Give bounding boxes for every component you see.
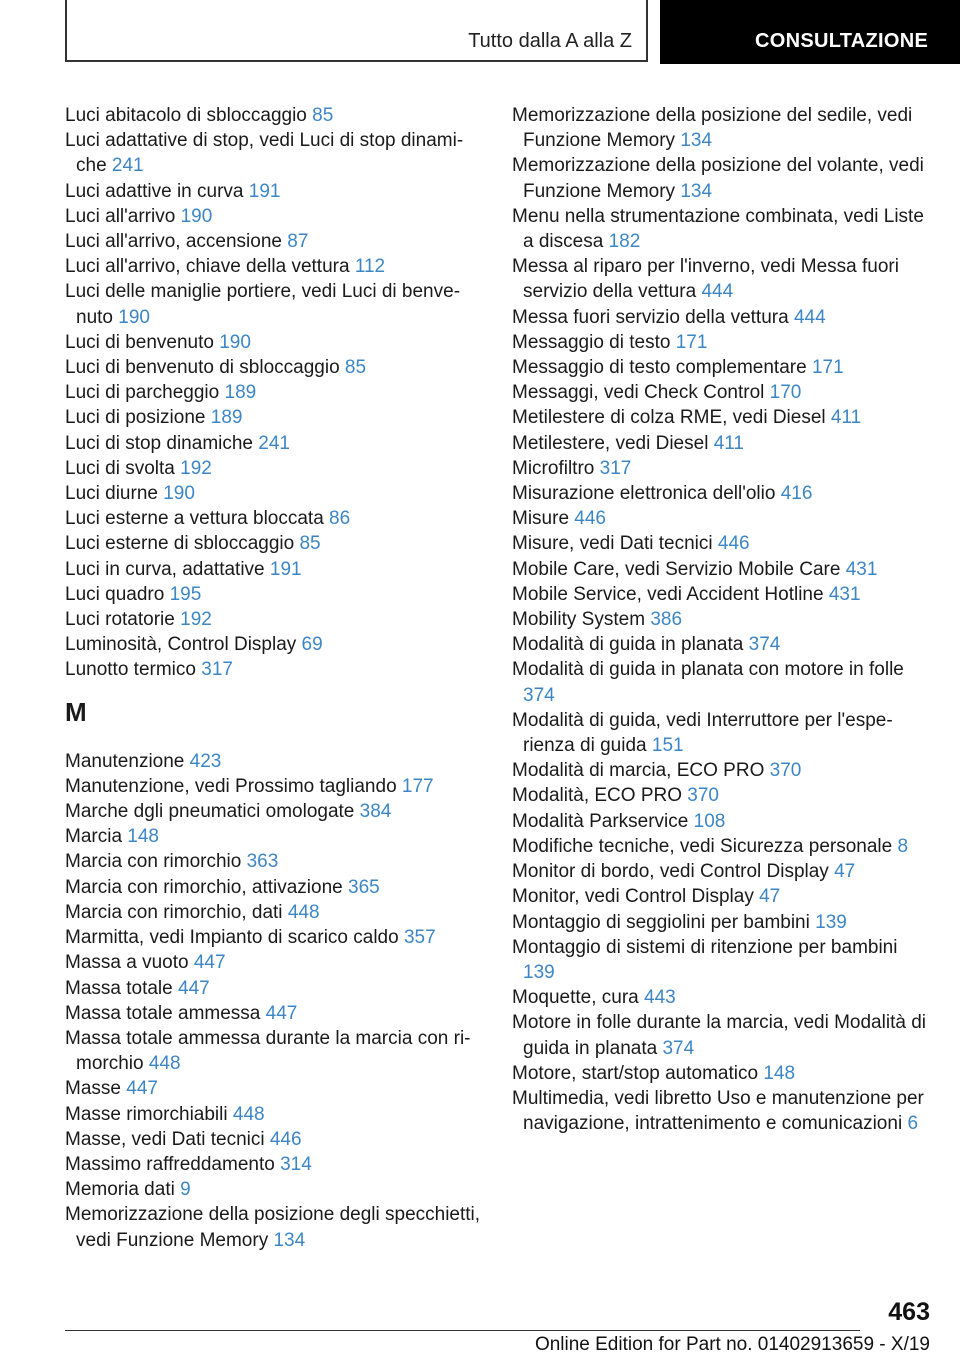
index-entry-text: Marcia [65,826,123,848]
index-entry-text: Modalità Parkservice [512,810,689,832]
index-entry [65,875,485,900]
index-entry-text: Luci adattative di stop, vedi Luci di stop dinamiche [65,130,464,177]
index-entry [512,657,932,707]
index-entry [65,582,485,607]
index-entry-text: Massa totale [65,977,173,999]
index-entry [65,330,485,355]
index-entry [65,179,485,204]
index-entry-text: Luci all'arrivo, accensione [65,231,282,253]
page-reference-link[interactable]: 447 [193,952,226,974]
page-reference-link[interactable]: 365 [348,876,380,898]
page-reference-link[interactable]: 148 [127,826,159,848]
page-reference-link[interactable]: 448 [232,1103,265,1125]
page-reference-link[interactable]: 447 [126,1078,158,1100]
page-reference-link[interactable]: 384 [359,801,392,823]
index-entry-text: Manutenzione [65,750,185,772]
index-entry-text: Luci esterne di sbloccaggio [65,533,295,555]
index-entry [65,657,485,682]
index-entry-text: Memorizzazione della posizione degli specchietti, vedi Funzione Memory [65,1204,481,1251]
index-entry [512,1086,932,1136]
index-entry [512,405,932,430]
index-entry-text: Luci delle maniglie portiere, vedi Luci di benvenuto [65,281,461,328]
index-entry-text: Menu nella strumentazione combinata, vedi Liste a discesa [512,205,924,253]
page-reference-link[interactable]: 448 [148,1053,181,1075]
page-reference-link[interactable]: 47 [834,861,856,883]
index-entry-text: Massa totale ammessa durante la marcia con rimorchio [65,1027,471,1075]
index-entry-text: Modalità di guida in planata con motore in folle [512,659,904,681]
index-entry [65,431,485,456]
index-entry-text: Montaggio di sistemi di ritenzione per bambini [512,936,898,958]
index-entry-text: Monitor, vedi Control Display [512,886,754,908]
page-reference-link[interactable]: 190 [219,331,251,353]
index-entry [512,809,932,834]
index-entry [512,431,932,456]
index-entry-text: Modalità di guida in planata [512,634,744,656]
index-entry [512,254,932,304]
page-reference-link[interactable]: 416 [780,483,813,505]
page-reference-link[interactable]: 386 [650,609,683,631]
index-entry-text: Luci esterne a vettura bloccata [65,508,324,530]
index-entry [65,1177,485,1202]
page-reference-link[interactable]: 446 [717,533,750,555]
page-reference-link[interactable]: 170 [769,382,802,404]
index-entry [65,1202,485,1252]
index-entry [65,1026,485,1076]
index-entry [512,758,932,783]
index-entry [512,103,932,153]
index-entry [512,380,932,405]
index-entry [512,834,932,859]
index-entry [65,405,485,430]
index-entry [65,254,485,279]
chapter-title: Tutto dalla A alla Z [468,30,632,52]
page-reference-link[interactable]: 241 [111,155,144,177]
index-entry [65,824,485,849]
index-entry-text: Motore, start/stop automatico [512,1062,759,1084]
page-reference-link[interactable]: 134 [273,1229,306,1251]
index-entry-text: Memoria dati [65,1179,175,1201]
index-entry-text: Luci abitacolo di sbloccaggio [65,105,307,126]
index-entry [65,1102,485,1127]
index-entry [65,632,485,657]
page-reference-link[interactable]: 190 [118,306,150,328]
page-reference-link[interactable]: 370 [687,785,719,807]
page-reference-link[interactable]: 151 [651,735,684,757]
index-entry-text: Marche dgli pneumatici omologate [65,801,355,823]
index-entry [65,849,485,874]
index-entry-text: Messa fuori servizio della vettura [512,306,789,328]
page-reference-link[interactable]: 87 [287,231,309,253]
page-reference-link[interactable]: 446 [574,508,606,530]
index-entry-text: Marcia con rimorchio, dati [65,901,283,923]
page-reference-link[interactable]: 317 [201,659,233,681]
index-entry [65,481,485,506]
index-entry-text: Modalità, ECO PRO [512,785,682,807]
page-reference-link[interactable]: 192 [180,609,212,631]
index-entry [65,950,485,975]
header-chapter-box [65,0,648,62]
index-entry-text: Luci di benvenuto [65,331,214,353]
index-entry [65,1152,485,1177]
index-entry-text: Metilestere, vedi Diesel [512,432,709,454]
index-entry [512,1061,932,1086]
index-entry-text: Masse, vedi Dati tecnici [65,1128,265,1150]
page-reference-link[interactable]: 444 [701,281,734,303]
page-reference-link[interactable]: 112 [354,256,386,278]
index-entry [65,279,485,329]
page-reference-link[interactable]: 446 [269,1128,302,1150]
page-reference-link[interactable]: 8 [897,835,909,857]
page-reference-link[interactable]: 47 [759,886,781,908]
index-entry-text: Moquette, cura [512,987,639,1009]
index-entry-text: Messaggio di testo [512,331,671,353]
page-reference-link[interactable]: 86 [329,508,351,530]
index-entry [512,481,932,506]
index-entry-text: Multimedia, vedi libretto Uso e manutenzione per navigazione, intrattenimento e comunicazioni [512,1087,924,1135]
page-reference-link[interactable]: 447 [178,977,210,999]
index-entry [512,910,932,935]
index-letter-heading: M [65,696,87,727]
index-entry [65,557,485,582]
page-reference-link[interactable]: 171 [675,331,708,353]
footer-divider [65,1330,860,1331]
index-entry-text: Messa al riparo per l'inverno, vedi Messa fuori servizio della vettura [512,256,899,303]
page-reference-link[interactable]: 192 [180,457,212,479]
page-reference-link[interactable]: 423 [189,750,222,772]
index-entry-text: Luci all'arrivo [65,205,176,227]
page-reference-link[interactable]: 6 [907,1113,919,1135]
index-entry-text: Modalità di marcia, ECO PRO [512,760,765,782]
index-entry-text: Massa a vuoto [65,952,189,974]
index-entry-text: Mobile Service, vedi Accident Hotline [512,583,824,605]
index-entry [512,985,932,1010]
page-reference-link[interactable]: 108 [693,810,726,832]
page-reference-link[interactable]: 195 [169,583,202,605]
page-reference-link[interactable]: 190 [180,205,213,227]
index-entry-text: Microfiltro [512,457,595,479]
index-entry [512,456,932,481]
page-reference-link[interactable]: 85 [312,105,334,126]
index-entry [65,456,485,481]
index-entry [512,305,932,330]
index-entry [65,799,485,824]
index-entry-text: Monitor di bordo, vedi Control Display [512,861,829,883]
page-reference-link[interactable]: 448 [287,901,320,923]
page-reference-link[interactable]: 374 [523,684,555,706]
page-reference-link[interactable]: 370 [769,760,802,782]
page-reference-link[interactable]: 9 [180,1179,191,1201]
page-reference-link[interactable]: 189 [210,407,243,429]
index-entry-text: Motore in folle durante la marcia, vedi Modalità di guida in planata [512,1012,926,1059]
index-entry-text: Memorizzazione della posizione del sedile, vedi Funzione Memory [512,105,913,152]
index-entry-text: Luci adattive in curva [65,180,244,202]
page-reference-link[interactable]: 374 [748,634,781,656]
page-reference-link[interactable]: 85 [299,533,321,555]
index-entry-text: Luci quadro [65,583,165,605]
index-entry-text: Modalità di guida, vedi Interruttore per l'esperienza di guida [512,709,893,757]
index-entry [65,1001,485,1026]
index-entry [512,935,932,985]
index-entry-text: Mobile Care, vedi Servizio Mobile Care [512,558,841,580]
index-entry-text: Messaggio di testo complementare [512,357,807,379]
index-entry-text: Massa totale ammessa [65,1002,261,1024]
index-entry-text: Mobility System [512,609,646,631]
page-reference-link[interactable]: 171 [811,357,844,379]
page-reference-link[interactable]: 189 [224,382,257,404]
index-entry [65,1127,485,1152]
index-entry-text: Luci rotatorie [65,609,175,631]
index-entry [512,632,932,657]
page-reference-link[interactable]: 411 [713,432,744,454]
index-entry-text: Luci di parcheggio [65,382,220,404]
index-entry [512,204,932,254]
index-entry [512,355,932,380]
page-reference-link[interactable]: 443 [644,987,676,1009]
page-reference-link[interactable]: 241 [258,432,290,454]
page-reference-link[interactable]: 134 [680,180,713,202]
index-entry [65,128,485,178]
index-entry-text: Marcia con rimorchio, attivazione [65,876,343,898]
index-entry-text: Luci di stop dinamiche [65,432,253,454]
page-reference-link[interactable]: 177 [401,775,434,797]
index-entry-text: Luci diurne [65,483,158,505]
index-entry [512,582,932,607]
index-entry-text: Luci all'arrivo, chiave della vettura [65,256,350,278]
page-reference-link[interactable]: 314 [280,1153,312,1175]
index-entry-text: Luci di benvenuto di sbloccaggio [65,357,340,379]
index-entry-text: Marcia con rimorchio [65,851,242,873]
page-reference-link[interactable]: 191 [269,558,302,580]
page-number: 463 [888,1298,930,1326]
index-entry [512,506,932,531]
section-tab [660,0,960,64]
page-reference-link[interactable]: 431 [845,558,878,580]
index-column-left [65,103,485,1253]
page-reference-link[interactable]: 411 [830,407,862,429]
index-entry-text: Marmitta, vedi Impianto di scarico caldo [65,927,399,949]
index-entry [65,607,485,632]
index-entry [65,355,485,380]
index-entry-text: Lunotto termico [65,659,196,681]
index-entry-text: Memorizzazione della posizione del volante, vedi Funzione Memory [512,155,924,202]
index-entry [65,531,485,556]
page-reference-link[interactable]: 431 [828,583,861,605]
index-entry-text: Luci di svolta [65,457,175,479]
index-column-right [512,103,932,1136]
page-reference-link[interactable]: 182 [608,231,641,253]
index-entry [65,925,485,950]
index-entry [65,229,485,254]
index-entry-text: Modifiche tecniche, vedi Sicurezza personale [512,835,893,857]
index-entry-text: Misure [512,508,570,530]
page-reference-link[interactable]: 134 [680,130,713,152]
page-reference-link[interactable]: 363 [246,851,279,873]
index-entry-text: Montaggio di seggiolini per bambini [512,911,810,933]
page-reference-link[interactable]: 357 [403,927,436,949]
index-entry [65,976,485,1001]
index-entry [512,607,932,632]
index-entry [65,900,485,925]
page-reference-link[interactable]: 85 [344,357,367,379]
section-label: CONSULTAZIONE [755,30,929,52]
index-entry [512,531,932,556]
index-entry [65,774,485,799]
index-entry-text: Masse rimorchiabili [65,1103,228,1125]
index-entry-text: Luci di posizione [65,407,206,429]
index-entry [65,749,485,774]
index-entry [65,204,485,229]
index-entry-text: Masse [65,1078,121,1100]
page-reference-link[interactable]: 139 [523,961,555,983]
index-entry [65,380,485,405]
page-reference-link[interactable]: 374 [662,1037,695,1059]
page-reference-link[interactable]: 317 [599,457,632,479]
index-entry [65,506,485,531]
page-reference-link[interactable]: 190 [163,483,195,505]
page-reference-link[interactable]: 139 [815,911,847,933]
index-entry-text: Messaggi, vedi Check Control [512,382,765,404]
index-entry [512,330,932,355]
page-reference-link[interactable]: 447 [265,1002,298,1024]
page-reference-link[interactable]: 191 [248,180,281,202]
index-entry [512,783,932,808]
index-entry [512,1010,932,1060]
index-entry-text: Misure, vedi Dati tecnici [512,533,713,555]
page-reference-link[interactable]: 444 [793,306,826,328]
index-entry-text: Manutenzione, vedi Prossimo tagliando [65,775,397,797]
index-entry-text: Luminosità, Control Display [65,634,297,656]
index-entry [512,708,932,758]
index-entry-text: Metilestere di colza RME, vedi Diesel [512,407,826,429]
index-entry-text: Massimo raffreddamento [65,1153,275,1175]
edition-text: Online Edition for Part no. 01402913659 - X/19 [534,1334,930,1355]
index-entry [65,103,485,128]
index-entry [512,153,932,203]
page-reference-link[interactable]: 69 [301,634,323,656]
index-entry-text: Luci in curva, adattative [65,558,265,580]
index-entry [65,1076,485,1101]
index-entry [512,557,932,582]
index-entry-text: Misurazione elettronica dell'olio [512,483,776,505]
page-reference-link[interactable]: 148 [763,1062,796,1084]
index-entry [512,859,932,884]
index-entry [512,884,932,909]
